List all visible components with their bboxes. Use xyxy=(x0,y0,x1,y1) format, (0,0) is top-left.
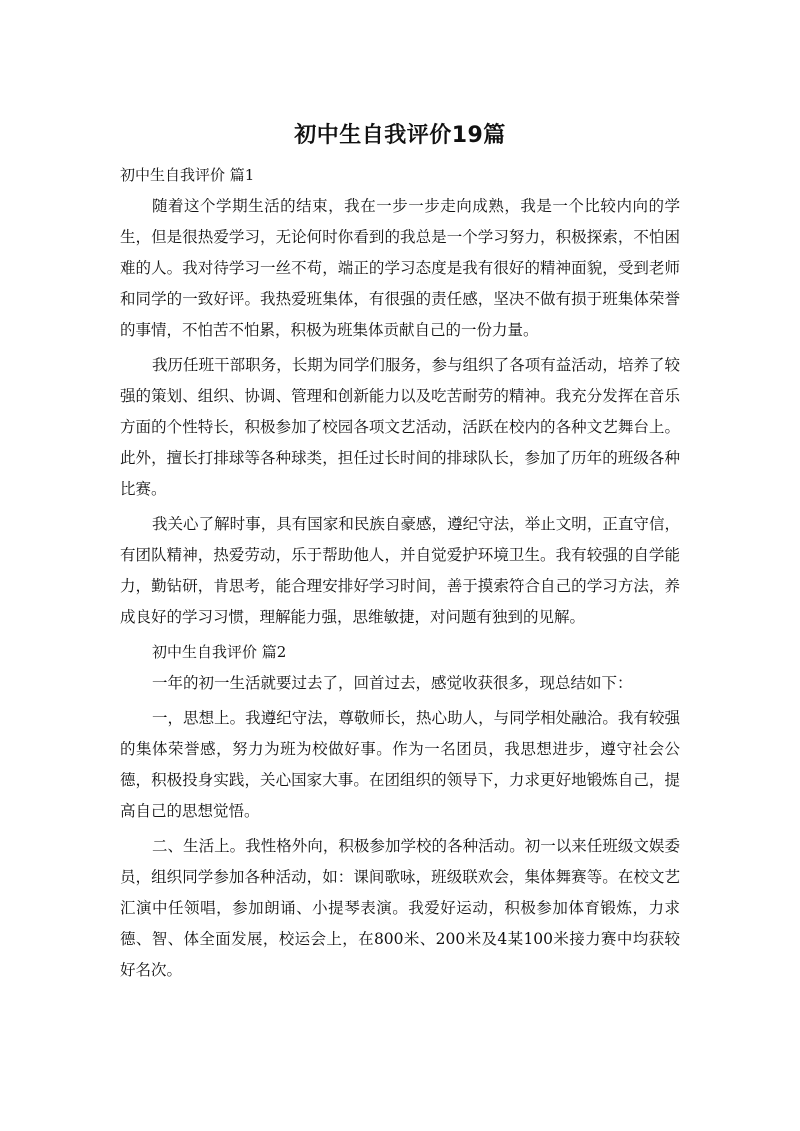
paragraph: 随着这个学期生活的结束，我在一步一步走向成熟，我是一个比较内向的学生，但是很热爱学习，无论何时你看到的我总是一个学习努力，积极探索，不怕困难的人。我对待学习一丝不苟，端正的学习态度是我有很好的精神面貌，受到老师和同学的一致好评。我热爱班集体，有很强的责任感，坚决不做有损于班集体荣誉的事情，不怕苦不怕累，积极为班集体贡献自己的一份力量。 xyxy=(120,197,680,339)
paragraph: 二、生活上。我性格外向，积极参加学校的各种活动。初一以来任班级文娱委员，组织同学参加各种活动，如：课间歌咏，班级联欢会，集体舞赛等。在校文艺汇演中任领唱，参加朗诵、小提琴表演。我爱好运动，积极参加体育锻炼，力求德、智、体全面发展，校运会上，在800米、200米及4某100米接力赛中均获较好名次。 xyxy=(120,837,680,979)
document-title: 初中生自我评价19篇 xyxy=(294,123,506,148)
section-1 xyxy=(120,160,680,633)
section-heading: 初中生自我评价 篇2 xyxy=(152,643,287,661)
paragraph: 我历任班干部职务，长期为同学们服务，参与组织了各项有益活动，培养了较强的策划、组织、协调、管理和创新能力以及吃苦耐劳的精神。我充分发挥在音乐方面的个性特长，积极参加了校园各项文艺活动，活跃在校内的各种文艺舞台上。此外，擅长打排球等各种球类，担任过长时间的排球队长，参加了历年的班级各种比赛。 xyxy=(120,356,680,498)
document-body xyxy=(120,160,680,990)
section-2 xyxy=(120,637,680,986)
paragraph: 我关心了解时事，具有国家和民族自豪感，遵纪守法，举止文明，正直守信，有团队精神，热爱劳动，乐于帮助他人，并自觉爱护环境卫生。我有较强的自学能力，勤钻研，肯思考，能合理安排好学习时间，善于摸索符合自己的学习方法，养成良好的学习习惯，理解能力强，思维敏捷，对问题有独到的见解。 xyxy=(120,515,680,626)
section-heading: 初中生自我评价 篇1 xyxy=(120,166,255,184)
paragraph: 一，思想上。我遵纪守法，尊敬师长，热心助人，与同学相处融洽。我有较强的集体荣誉感，努力为班为校做好事。作为一名团员，我思想进步，遵守社会公德，积极投身实践，关心国家大事。在团组织的领导下，力求更好地锻炼自己，提高自己的思想觉悟。 xyxy=(120,709,680,820)
paragraph: 一年的初一生活就要过去了，回首过去，感觉收获很多，现总结如下： xyxy=(152,674,633,692)
